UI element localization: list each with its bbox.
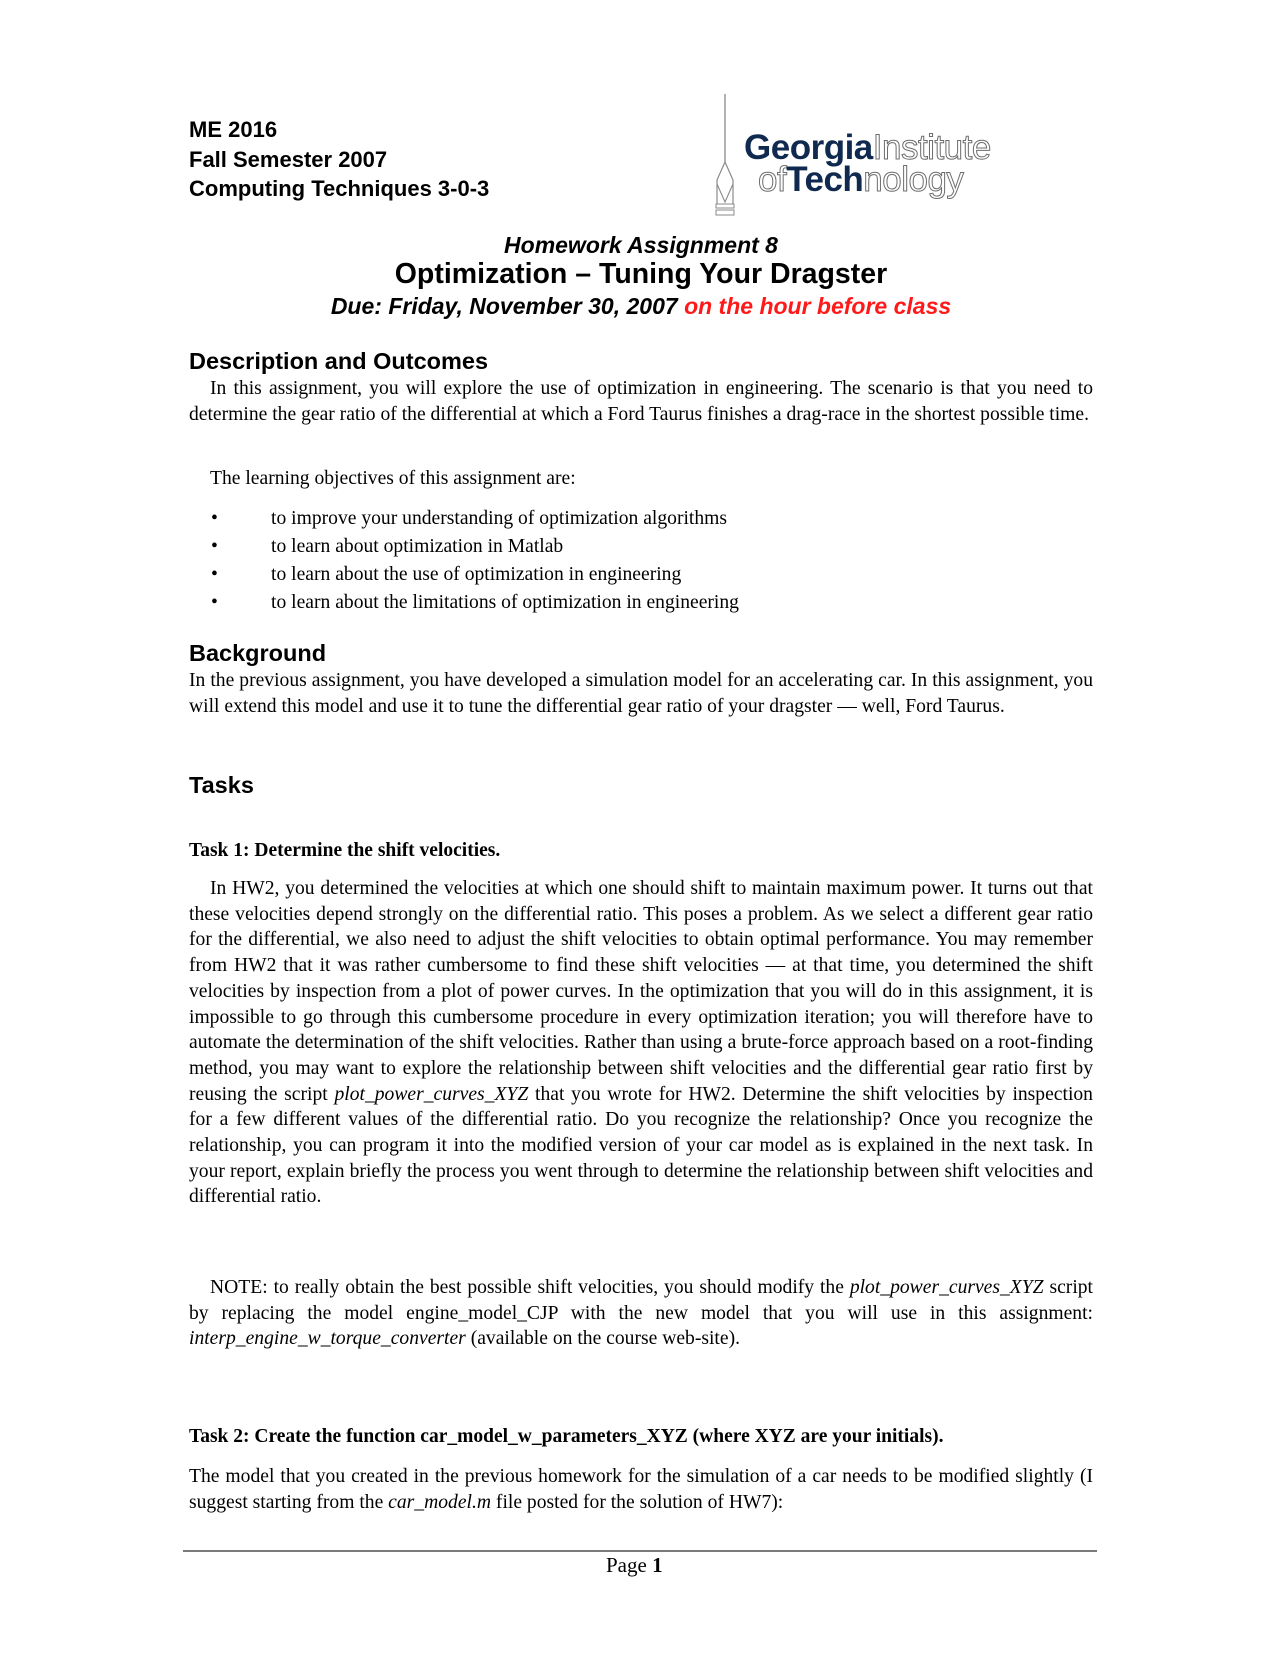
- section-heading-background: Background: [189, 640, 327, 666]
- section-heading-tasks: Tasks: [189, 772, 254, 798]
- bullet-icon: •: [211, 592, 218, 613]
- logo-of: of: [758, 160, 787, 199]
- task1-heading: Task 1: Determine the shift velocities.: [189, 840, 501, 861]
- background-paragraph: In the previous assignment, you have developed a simulation model for an accelerating car. In this assignment, you will extend this model and use it to tune the differential gear ratio of your dragster — well, Ford Taurus.: [189, 670, 1093, 717]
- tower-spire-icon: [714, 92, 744, 217]
- objectives-list: [211, 505, 739, 617]
- list-item: • to improve your understanding of optimization algorithms: [211, 505, 739, 533]
- logo-georgia: Georgia: [744, 128, 873, 167]
- logo-nology: nology: [863, 160, 964, 199]
- script-name: plot_power_curves_XYZ: [334, 1083, 529, 1105]
- course-semester: Fall Semester 2007: [189, 146, 388, 172]
- section-heading-description: Description and Outcomes: [189, 348, 489, 374]
- logo-institute: Institute: [872, 128, 991, 167]
- due-date: [189, 293, 1093, 320]
- page-title: Optimization – Tuning Your Dragster: [394, 258, 888, 290]
- logo-wordmark: [744, 128, 991, 199]
- footer-divider: [183, 1550, 1097, 1552]
- list-item: • to learn about the use of optimization in engineering: [211, 561, 739, 589]
- due-date-text: Due: Friday, November 30, 2007: [330, 293, 678, 319]
- course-number: ME 2016: [189, 117, 278, 142]
- task2-paragraph: The model that you created in the previous homework for the simulation of a car needs to be modified slightly (I suggest starting from the car_model.m file posted for the solution of HW7):: [189, 1466, 1093, 1513]
- file-name: car_model.m: [388, 1491, 492, 1513]
- due-date-highlight: on the hour before class: [684, 293, 952, 319]
- page-number: Page 1: [606, 1553, 663, 1577]
- logo-tech: Tech: [786, 160, 864, 199]
- script-name: plot_power_curves_XYZ: [849, 1277, 1044, 1298]
- course-info: [189, 115, 489, 204]
- task1-paragraph: In HW2, you determined the velocities at which one should shift to maintain maximum power. It turns out that these velocities depend strongly on the differential ratio. This poses a problem. As we select a different gear ratio for the differential, we also need to adjust the shift velocities to obtain optimal performance. You may remember from HW2 that it was rather cumbersome to find these shift velocities — at that time, you determined the shift velocities by inspection from a plot of power curves. In the optimization that you will do in this assignment, it is impossible to go through this cumbersome procedure in every optimization iteration; you will therefore have to automate the determination of the shift velocities. Rather than using a brute-force approach based on a root-finding method, you may want to explore the relationship between shift velocities and the differential gear ratio first by reusing the script plot_power_curves_XYZ that you wrote for HW2. Determine the shift velocities by inspection for a few different values of the differential ratio. Do you recognize the relationship? Once you recognize the relationship, you can program it into the modified version of your car model as is explained in the next task. In your report, explain briefly the process you went through to determine the relationship between shift velocities and differential ratio.: [189, 878, 1093, 1208]
- objectives-intro: The learning objectives of this assignment are:: [210, 468, 576, 489]
- task2-heading: Task 2: Create the function car_model_w_parameters_XYZ (where XYZ are your initials).: [189, 1426, 944, 1447]
- georgia-tech-logo: [714, 92, 1094, 217]
- bullet-icon: •: [211, 508, 218, 529]
- course-title: Computing Techniques 3-0-3: [189, 176, 490, 201]
- task1-note: NOTE: to really obtain the best possible shift velocities, you should modify the plot_power_curves_XYZ script by replacing the model engine_model_CJP with the new model that you will use in this assignment: interp_engine_w_torque_converter (available on the course web-site).: [189, 1277, 1093, 1350]
- list-item: • to learn about optimization in Matlab: [211, 533, 739, 561]
- bullet-icon: •: [211, 536, 218, 557]
- model-name: interp_engine_w_torque_converter: [189, 1328, 466, 1350]
- assignment-label: Homework Assignment 8: [504, 232, 778, 258]
- bullet-icon: •: [211, 564, 218, 585]
- description-paragraph: In this assignment, you will explore the use of optimization in engineering. The scenario is that you need to determine the gear ratio of the differential at which a Ford Taurus finishes a drag-race in the shortest possible time.: [189, 378, 1093, 425]
- list-item: • to learn about the limitations of optimization in engineering: [211, 589, 739, 617]
